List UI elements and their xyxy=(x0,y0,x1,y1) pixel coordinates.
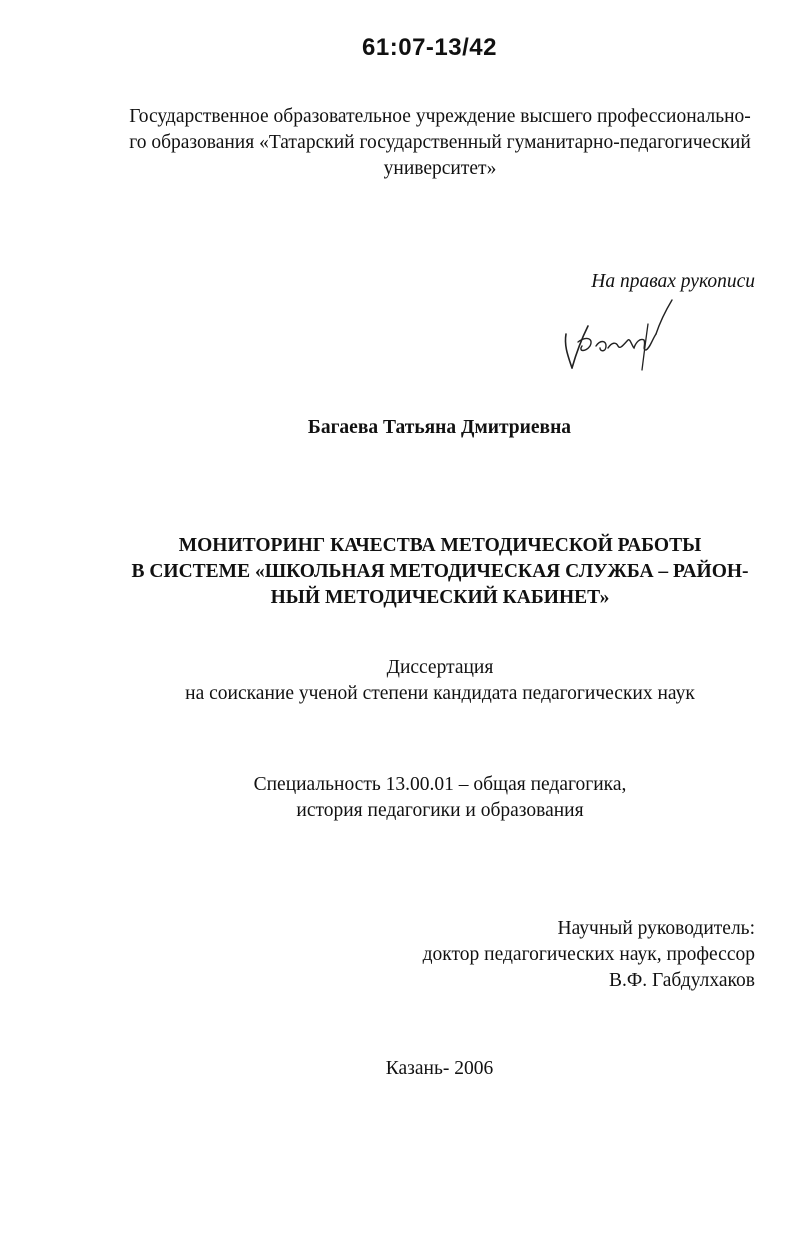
supervisor-line-3: В.Ф. Габдулхаков xyxy=(608,970,755,991)
institution-line-1: Государственное образовательное учреждение высшего профессионально- xyxy=(129,106,751,127)
institution-name xyxy=(110,104,770,182)
manuscript-note: На правах рукописи xyxy=(591,271,755,292)
supervisor-line-2: доктор педагогических наук, профессор xyxy=(422,944,755,965)
specialty-line-1: Специальность 13.00.01 – общая педагогика, xyxy=(253,774,627,795)
title-line-2: В СИСТЕМЕ «ШКОЛЬНАЯ МЕТОДИЧЕСКАЯ СЛУЖБА – РАЙОН- xyxy=(131,561,749,582)
title-line-3: НЫЙ МЕТОДИЧЕСКИЙ КАБИНЕТ» xyxy=(270,587,610,608)
degree-line-1: Диссертация xyxy=(386,657,494,678)
author-name: Багаева Татьяна Дмитриевна xyxy=(307,417,572,438)
supervisor-line-1: Научный руководитель: xyxy=(557,918,755,939)
scientific-supervisor xyxy=(400,916,755,994)
institution-line-2: го образования «Татарский государственный гуманитарно-педагогический xyxy=(129,132,751,153)
dissertation-title xyxy=(90,533,790,611)
handwritten-signature xyxy=(548,294,688,384)
document-code: 61:07-13/42 xyxy=(362,34,497,61)
institution-line-3: университет» xyxy=(383,158,497,179)
degree-line-2: на соискание ученой степени кандидата педагогических наук xyxy=(185,683,695,704)
place-and-year: Казань- 2006 xyxy=(385,1058,494,1079)
specialty-line-2: история педагогики и образования xyxy=(296,800,584,821)
title-line-1: МОНИТОРИНГ КАЧЕСТВА МЕТОДИЧЕСКОЙ РАБОТЫ xyxy=(178,535,702,556)
degree-statement xyxy=(90,655,790,707)
specialty xyxy=(90,772,790,824)
